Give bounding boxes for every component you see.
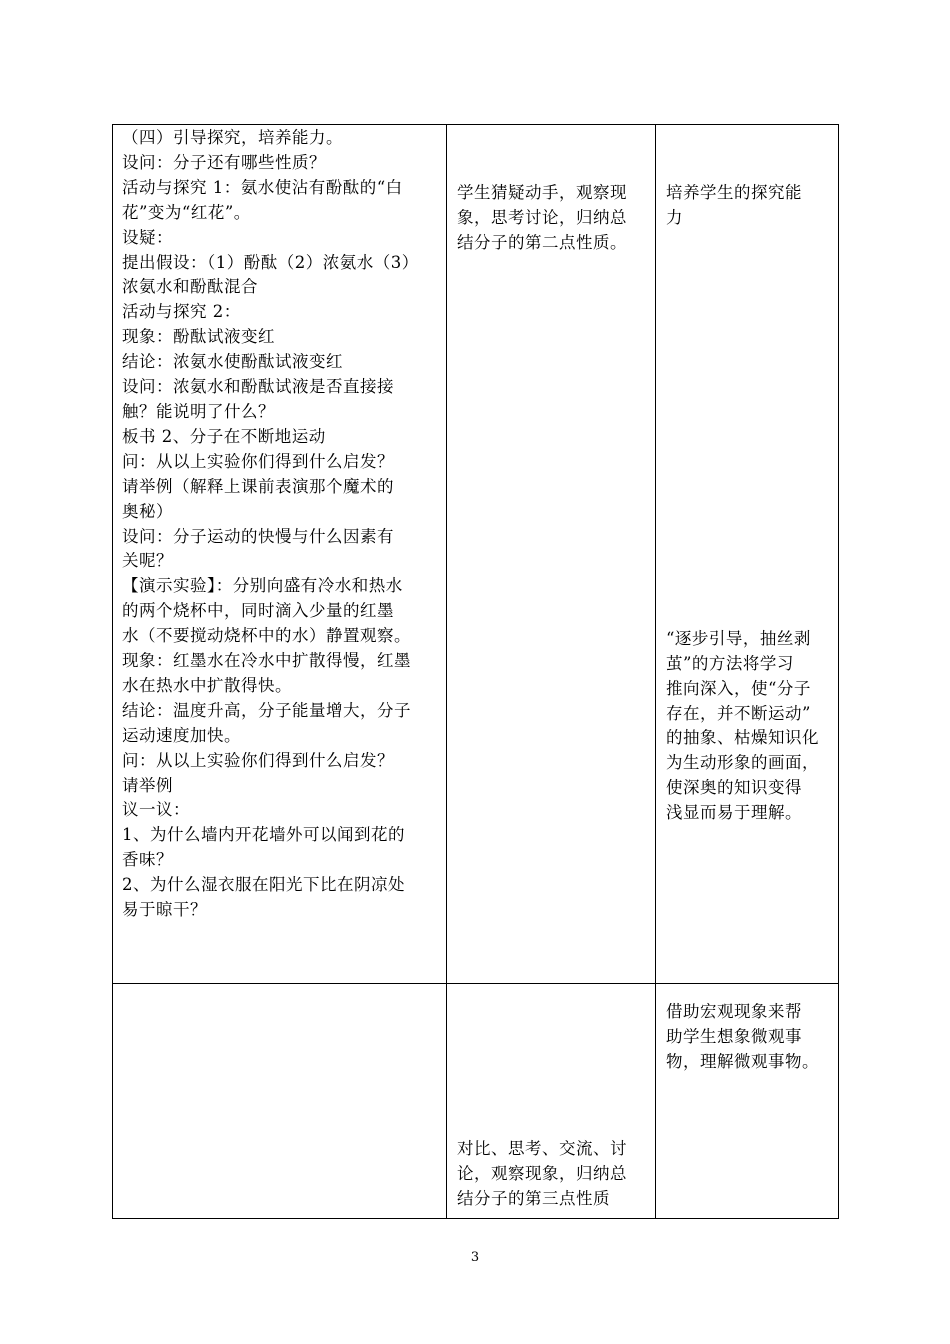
text-line: 为生动形象的画面，	[666, 753, 819, 773]
text-line: 设问：分子运动的快慢与什么因素有	[122, 526, 394, 546]
design-intent-cell	[656, 984, 839, 1219]
text-line: 现象：酚酞试液变红	[122, 327, 275, 347]
lesson-plan-table	[112, 124, 839, 1219]
text-line: 象，思考讨论，归纳总	[457, 207, 627, 227]
table-row	[113, 125, 839, 984]
text-line: 水在热水中扩散得快。	[122, 675, 292, 695]
design-intent-cell	[656, 125, 839, 984]
text-line: 助学生想象微观事	[666, 1026, 802, 1046]
text-line: 提出假设：（1）酚酞（2）浓氨水（3）	[122, 252, 419, 272]
text-line: 对比、思考、交流、讨	[457, 1139, 627, 1159]
text-line: 设问：浓氨水和酚酞试液是否直接接	[122, 377, 394, 397]
text-line: 论，观察现象，归纳总	[457, 1164, 627, 1184]
text-line: 运动速度加快。	[122, 725, 241, 745]
text-line: 茧”的方法将学习	[666, 653, 794, 673]
text-line: 物，理解微观事物。	[666, 1051, 819, 1071]
text-line: 活动与探究 2：	[122, 302, 241, 322]
teacher-activity-text	[122, 126, 438, 923]
text-line: 问：从以上实验你们得到什么启发？	[122, 750, 394, 770]
text-line: 推向深入，使“分子	[666, 678, 811, 698]
text-line: 结分子的第二点性质。	[457, 232, 627, 252]
text-line: 浓氨水和酚酞混合	[122, 277, 258, 297]
text-line: “逐步引导，抽丝剥	[666, 628, 811, 648]
teacher-activity-cell	[113, 125, 447, 984]
text-line: 2、为什么湿衣服在阳光下比在阴凉处	[122, 875, 405, 895]
text-line: 请举例	[122, 775, 173, 795]
text-line: 香味？	[122, 850, 173, 870]
text-line: 问：从以上实验你们得到什么启发？	[122, 451, 394, 471]
text-line: 活动与探究 1：氨水使沾有酚酞的“白	[122, 177, 403, 197]
page-number: 3	[470, 1250, 480, 1265]
text-line: 请举例（解释上课前表演那个魔术的	[122, 476, 394, 496]
student-activity-text	[457, 1137, 647, 1212]
text-line: 关呢？	[122, 551, 173, 571]
text-line: 浅显而易于理解。	[666, 803, 802, 823]
text-line: 现象：红墨水在冷水中扩散得慢，红墨	[122, 651, 411, 671]
text-line: 花”变为“红花”。	[122, 202, 251, 222]
text-line: 的抽象、枯燥知识化	[666, 728, 819, 748]
text-line: 学生猜疑动手，观察现	[457, 183, 627, 202]
text-line: 培养学生的探究能	[666, 183, 802, 202]
text-line: 使深奥的知识变得	[666, 778, 802, 798]
text-line: 水（不要搅动烧杯中的水）静置观察。	[122, 626, 411, 646]
text-line: 板书 2、分子在不断地运动	[122, 426, 326, 446]
text-line: 设问：分子还有哪些性质？	[122, 152, 326, 172]
text-line: 触？能说明了什么？	[122, 401, 275, 421]
text-line: 奥秘）	[122, 501, 173, 521]
table-row	[113, 984, 839, 1219]
design-intent-text-bottom	[666, 627, 830, 826]
student-activity-text	[457, 181, 647, 256]
text-line: 易于晾干？	[122, 900, 207, 920]
text-line: （四）引导探究，培养能力。	[122, 128, 343, 147]
text-line: 结论：温度升高，分子能量增大，分子	[122, 700, 411, 720]
text-line: 借助宏观现象来帮	[666, 1002, 802, 1021]
student-activity-cell	[447, 984, 656, 1219]
text-line: 议一议：	[122, 800, 190, 820]
student-activity-cell	[447, 125, 656, 984]
text-line: 结论：浓氨水使酚酞试液变红	[122, 352, 343, 372]
text-line: 的两个烧杯中，同时滴入少量的红墨	[122, 601, 394, 621]
design-intent-text	[666, 1000, 830, 1075]
text-line: 力	[666, 207, 683, 227]
text-line: 1、为什么墙内开花墙外可以闻到花的	[122, 825, 405, 845]
text-line: 【演示实验】：分别向盛有冷水和热水	[122, 576, 403, 596]
design-intent-text-top	[666, 181, 830, 231]
text-line: 存在，并不断运动”	[666, 703, 811, 723]
teacher-activity-cell-empty	[113, 984, 447, 1219]
text-line: 设疑：	[122, 227, 173, 247]
text-line: 结分子的第三点性质	[457, 1189, 610, 1209]
